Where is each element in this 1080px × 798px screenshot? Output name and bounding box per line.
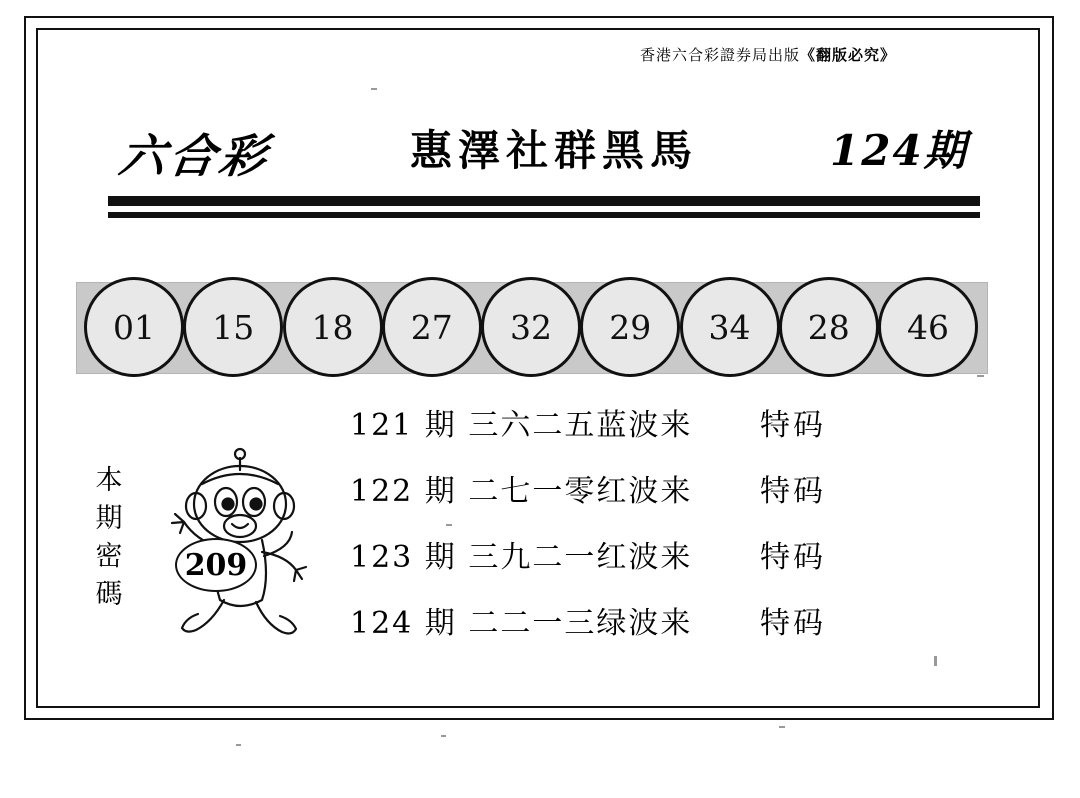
publisher-text: 香港六合彩證券局出版: [640, 46, 801, 64]
prediction-tag: 特码: [760, 606, 826, 641]
prediction-list: [350, 400, 910, 664]
paper-speck: [446, 524, 452, 526]
lottery-ball: 29: [580, 277, 680, 377]
lottery-ball: 34: [680, 277, 780, 377]
divider-thin: [108, 212, 980, 218]
lottery-ball: 15: [183, 277, 283, 377]
lottery-ball: 46: [878, 277, 978, 377]
paper-speck: [934, 656, 937, 666]
lottery-ball: 01: [84, 277, 184, 377]
poster-header: [60, 110, 1010, 190]
prediction-text: 123 期 三九二一红波来: [350, 540, 693, 575]
prediction-text: 122 期 二七一零红波来: [350, 474, 693, 509]
brand-logo: 六合彩: [115, 129, 274, 183]
secret-code-label-char: 碼: [95, 579, 123, 610]
lottery-ball: 18: [283, 277, 383, 377]
paper-speck: [236, 744, 241, 746]
prediction-row: [350, 466, 910, 532]
prediction-row: [350, 532, 910, 598]
copyright-warning: 《翻版必究》: [800, 46, 897, 64]
prediction-text: 124 期 二二一三绿波来: [350, 606, 693, 641]
paper-speck: [441, 735, 446, 737]
prediction-tag: 特码: [760, 474, 826, 509]
secret-code-label-char: 期: [95, 503, 123, 534]
publisher-line: [640, 44, 1000, 65]
paper-speck: [779, 726, 785, 728]
prediction-tag: 特码: [760, 540, 826, 575]
prediction-tag: 特码: [760, 408, 826, 443]
lottery-ball-row: [76, 276, 986, 378]
paper-speck: [371, 88, 377, 90]
secret-code-label: [86, 462, 132, 614]
secret-code-label-char: 本: [95, 465, 123, 496]
divider-thick: [108, 196, 980, 206]
issue-number: 124期: [830, 126, 968, 175]
prediction-text: 121 期 三六二五蓝波来: [350, 408, 693, 443]
lottery-ball: 28: [779, 277, 879, 377]
secret-code-label-char: 密: [95, 541, 123, 572]
lottery-ball: 32: [481, 277, 581, 377]
prediction-row: [350, 598, 910, 664]
secret-code-value: 209: [175, 538, 257, 592]
page-title: 惠澤社群黑馬: [410, 126, 699, 175]
lottery-ball: 27: [382, 277, 482, 377]
prediction-row: [350, 400, 910, 466]
paper-speck: [977, 375, 984, 377]
